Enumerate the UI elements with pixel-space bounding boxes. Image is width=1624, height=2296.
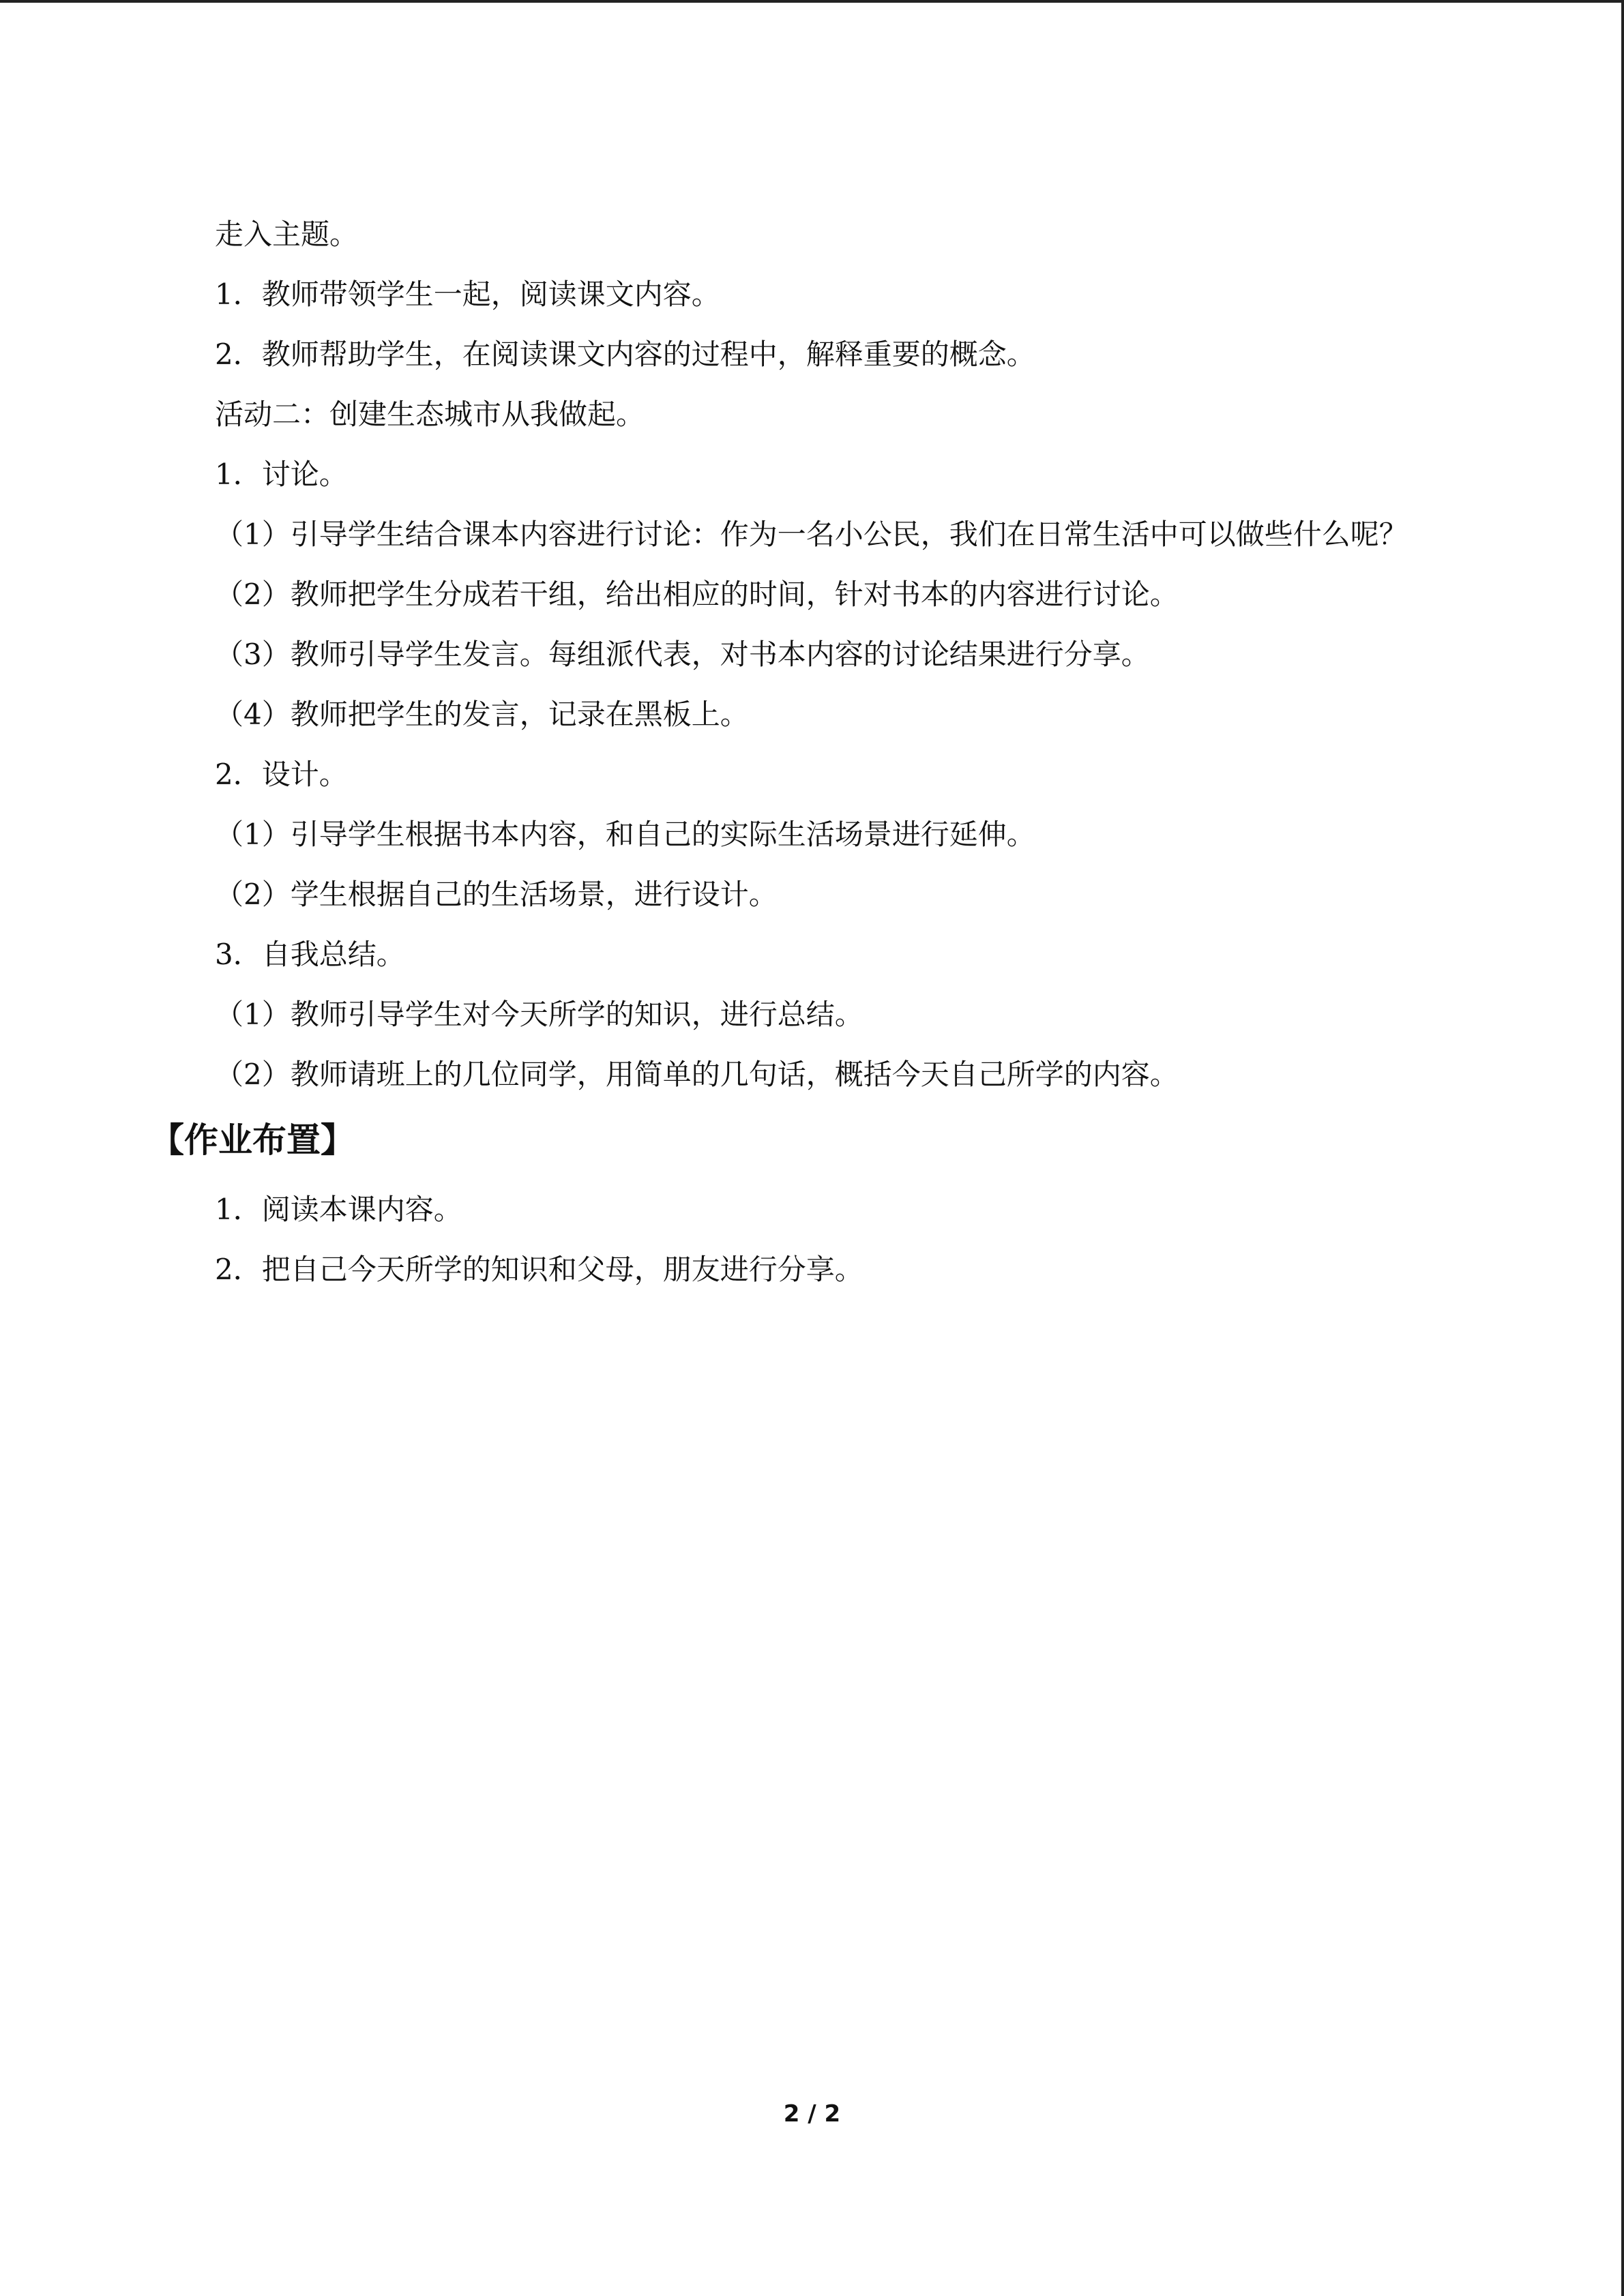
paragraph: （4）教师把学生的发言，记录在黑板上。 [215, 698, 749, 731]
paragraph: （3）教师引导学生发言。每组派代表，对书本内容的讨论结果进行分享。 [215, 638, 1150, 671]
page-top-border [0, 0, 1624, 3]
homework-heading: 【作业布置】 [150, 1120, 355, 1160]
paragraph: （2）学生根据自己的生活场景，进行设计。 [215, 878, 778, 911]
paragraph: （1）引导学生根据书本内容，和自己的实际生活场景进行延伸。 [215, 818, 1035, 851]
paragraph: （2）教师请班上的几位同学，用简单的几句话，概括今天自己所学的内容。 [215, 1058, 1179, 1091]
homework-item: 2．把自己今天所学的知识和父母，朋友进行分享。 [215, 1253, 863, 1286]
paragraph: 2．设计。 [215, 758, 348, 791]
homework-item: 1．阅读本课内容。 [215, 1193, 462, 1226]
paragraph: 1．教师带领学生一起，阅读课文内容。 [215, 278, 720, 311]
paragraph: （1）教师引导学生对今天所学的知识，进行总结。 [215, 998, 863, 1031]
page-number: 2 / 2 [783, 2100, 841, 2128]
page-right-border [1621, 0, 1624, 2296]
paragraph: 1．讨论。 [215, 458, 348, 491]
paragraph: 3．自我总结。 [215, 938, 405, 971]
paragraph: 走入主题。 [215, 218, 359, 251]
paragraph: （2）教师把学生分成若干组，给出相应的时间，针对书本的内容进行讨论。 [215, 578, 1179, 611]
paragraph: 2．教师帮助学生，在阅读课文内容的过程中，解释重要的概念。 [215, 338, 1035, 371]
document-body [150, 205, 1487, 1300]
paragraph: 活动二：创建生态城市从我做起。 [215, 398, 645, 431]
paragraph: （1）引导学生结合课本内容进行讨论：作为一名小公民，我们在日常生活中可以做些什么呢？ [215, 518, 1408, 551]
